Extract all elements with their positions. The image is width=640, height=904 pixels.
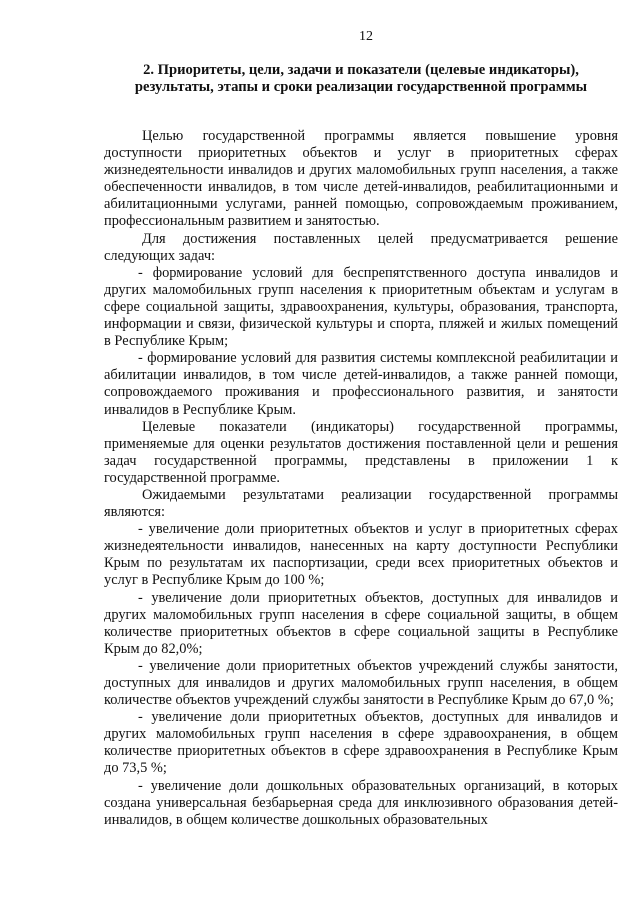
list-item-result: - увеличение доли дошкольных образовательных организаций, в которых создана универсальная безбарьерная среда для инклюзивного образования детей-инвалидов, в общем количестве дошкольных образовательных [104,777,618,828]
section-title: 2. Приоритеты, цели, задачи и показатели (целевые индикаторы), результаты, этапы и сроки реализации государственной программы [134,62,588,95]
page-number: 12 [359,29,373,44]
list-item-task: - формирование условий для развития системы комплексной реабилитации и абилитации инвалидов, в том числе детей-инвалидов, а также ранней помощи, сопровождаемого проживания и профессионального развития, и занятости инвалидов в Республике Крым. [104,350,618,418]
list-item-task: - формирование условий для беспрепятственного доступа инвалидов и других маломобильных групп населения к приоритетным объектам и услугам в сфере социальной защиты, здравоохранения, культуры, образования, транспорта, информации и связи, физической культуры и спорта, пляжей и жилых помещений в Республике Крым; [104,264,618,350]
paragraph-results-intro: Ожидаемыми результатами реализации государственной программы являются: [104,486,618,521]
paragraph-goal: Целью государственной программы является повышение уровня доступности приоритетных объектов и услуг в приоритетных сферах жизнедеятельности инвалидов и других маломобильных групп населения, а также обеспеченности инвалидов, в том числе детей-инвалидов, реабилитационными и абилитационными услугами, ранней помощью, сопровождаемым проживанием, профессиональным развитием и занятостью. [104,128,618,230]
body-text [104,128,618,829]
list-item-result: - увеличение доли приоритетных объектов, доступных для инвалидов и других маломобильных групп населения в сфере социальной защиты, в общем количестве приоритетных объектов в сфере социальной защиты в Республике Крым до 82,0%; [104,589,618,657]
paragraph-indicators: Целевые показатели (индикаторы) государственной программы, применяемые для оценки результатов достижения поставленной цели и решения задач государственной программы, представлены в приложении 1 к государственной программе. [104,418,618,486]
list-item-result: - увеличение доли приоритетных объектов учреждений службы занятости, доступных для инвалидов и других маломобильных групп населения, в общем количестве объектов учреждений службы занятости в Республике Крым до 67,0 %; [104,657,618,709]
list-item-result: - увеличение доли приоритетных объектов и услуг в приоритетных сферах жизнедеятельности инвалидов, нанесенных на карту доступности Республики Крым по результатам их паспортизации, среди всех приоритетных объектов и услуг в Республике Крым до 100 %; [104,521,618,589]
paragraph-tasks-intro: Для достижения поставленных целей предусматривается решение следующих задач: [104,230,618,264]
list-item-result: - увеличение доли приоритетных объектов, доступных для инвалидов и других маломобильных групп населения в сфере здравоохранения, в общем количестве приоритетных объектов в сфере здравоохранения в Республике Крым до 73,5 %; [104,709,618,777]
